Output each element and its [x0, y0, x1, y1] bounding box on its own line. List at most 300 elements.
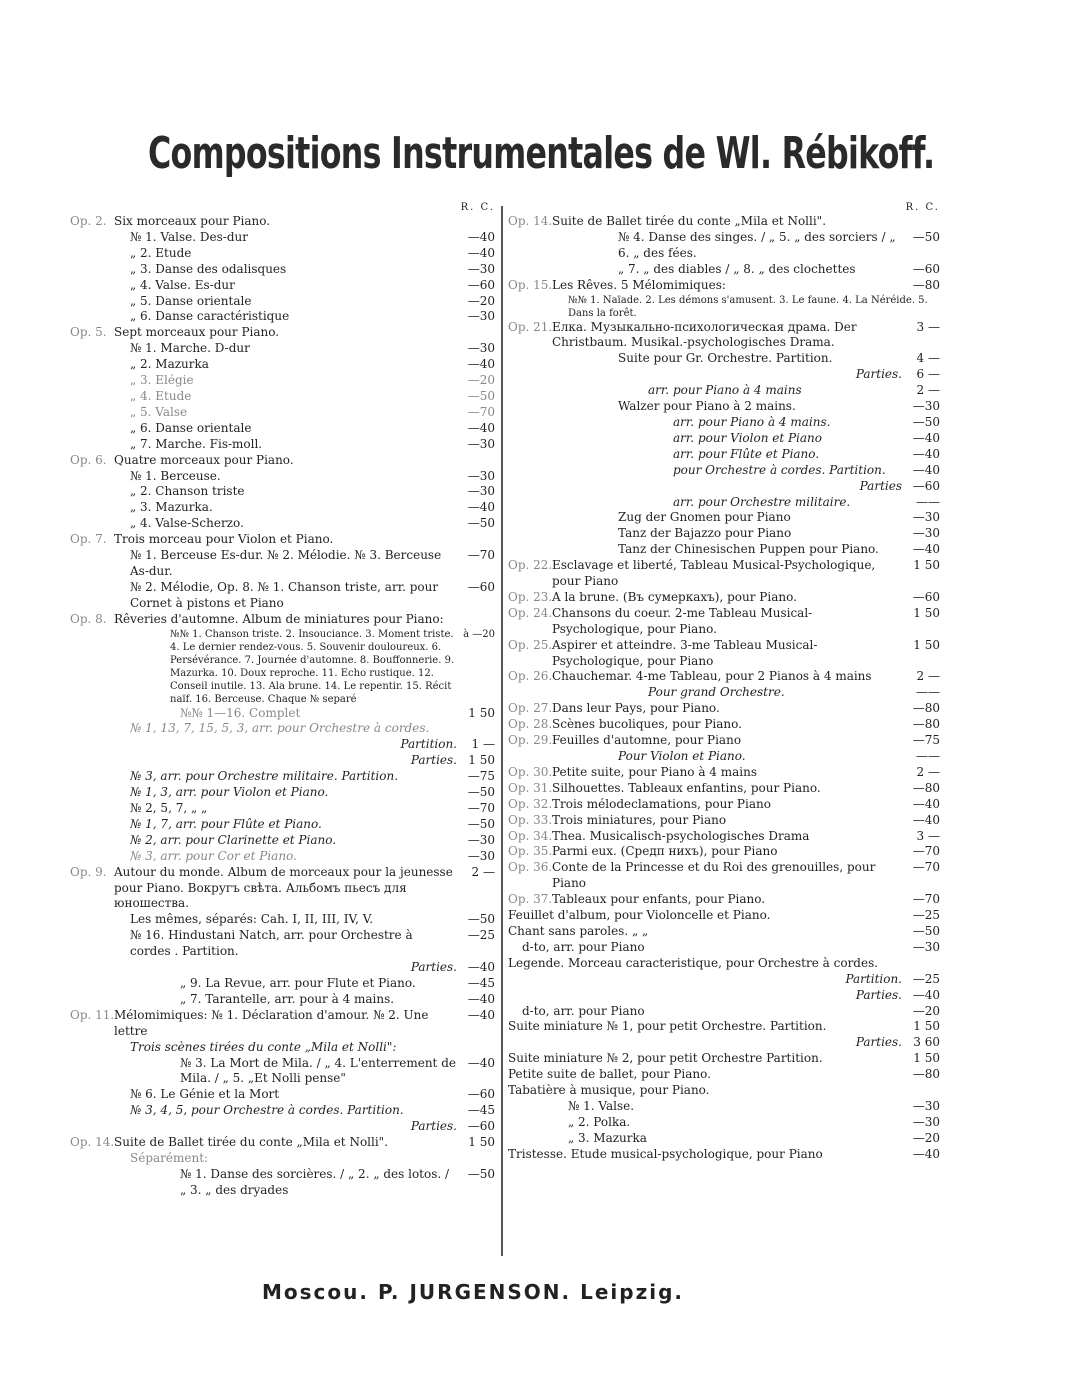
price: —40: [467, 500, 495, 515]
entry-title: Tristesse. Etude musical-psychologique, pour Piano: [508, 1146, 823, 1161]
entry-title: Trois miniatures, pour Piano: [552, 812, 727, 827]
catalog-entry: [70, 912, 495, 928]
price: 1 50: [913, 558, 940, 573]
opus-number: Op. 14.: [70, 1135, 115, 1150]
catalog-entry: [70, 992, 495, 1008]
entry-title: Partition.: [845, 971, 902, 986]
catalog-entry: [508, 542, 940, 558]
price: 4 —: [916, 351, 940, 366]
price: —30: [467, 436, 495, 451]
opus-number: Op. 24.: [508, 605, 553, 620]
price: —50: [467, 1166, 495, 1181]
catalog-entry: [70, 325, 495, 341]
catalog-entry: [508, 988, 940, 1004]
price: —40: [912, 987, 940, 1002]
entry-title: № 1, 13, 7, 15, 5, 3, arr. pour Orchestre à cordes.: [130, 721, 430, 736]
catalog-entry: [70, 753, 495, 769]
catalog-entry: [508, 749, 940, 765]
entry-title: A la brune. (Въ сумеркахъ), pour Piano.: [552, 589, 797, 604]
entry-title: № 1. Valse.: [568, 1098, 635, 1113]
catalog-entry: [70, 721, 495, 737]
entry-title: Parties.: [410, 960, 457, 975]
entry-title: № 3, arr. pour Orchestre militaire. Partition.: [130, 769, 399, 784]
entry-title: № 16. Hindustani Natch, arr. pour Orchestre à cordes . Partition.: [130, 928, 413, 959]
catalog-entry: [508, 230, 940, 262]
catalog-entry: [508, 892, 940, 908]
catalog-entry: [70, 1119, 495, 1135]
catalog-entry: [70, 309, 495, 325]
entry-title: № 1, 7, arr. pour Flûte et Piano.: [130, 816, 322, 831]
entry-title: „ 3. Danse des odalisques: [130, 261, 287, 276]
entry-title: Scènes bucoliques, pour Piano.: [552, 717, 742, 732]
catalog-entry: [508, 1131, 940, 1147]
entry-title: „ 5. Danse orientale: [130, 293, 252, 308]
price: —60: [467, 1119, 495, 1134]
catalog-entry: [70, 532, 495, 548]
entry-title: arr. pour Violon et Piano: [673, 430, 823, 445]
opus-number: Op. 6.: [70, 452, 107, 467]
price: —40: [467, 960, 495, 975]
price: 1 50: [913, 1051, 940, 1066]
entry-title: arr. pour Piano à 4 mains.: [673, 414, 831, 429]
price: —50: [912, 229, 940, 244]
entry-title: arr. pour Piano à 4 mains: [648, 383, 802, 398]
entry-title: № 6. Le Génie et la Mort: [130, 1087, 280, 1102]
catalog-entry: [508, 526, 940, 542]
price: —50: [912, 414, 940, 429]
entry-title: № 4. Danse des singes. / „ 5. „ des sorciers / „ 6. „ des fées.: [618, 229, 896, 260]
price: —70: [467, 404, 495, 419]
catalog-entry: [508, 479, 940, 495]
price: —45: [467, 1103, 495, 1118]
catalog-entry: [70, 1167, 495, 1199]
entry-title: Legende. Morceau caracteristique, pour Orchestre à cordes.: [508, 955, 879, 970]
catalog-entry: [70, 1135, 495, 1151]
price: 3 60: [913, 1035, 940, 1050]
price: —40: [912, 430, 940, 445]
entry-title: „ 3. Mazurka: [568, 1130, 647, 1145]
catalog-entry: [70, 960, 495, 976]
price: —40: [912, 796, 940, 811]
catalog-entry: [508, 1083, 940, 1099]
entry-title: №№ 1—16. Complet: [180, 705, 301, 720]
entry-title: „ 7. „ des diables / „ 8. „ des clochettes: [618, 261, 856, 276]
entry-title: № 3, arr. pour Cor et Piano.: [130, 848, 297, 863]
entry-title: „ 9. La Revue, arr. pour Flute et Piano.: [180, 975, 416, 990]
entry-title: Parmi eux. (Средп нихъ), pour Piano: [552, 844, 778, 859]
price: —70: [912, 860, 940, 875]
entry-title: Mélomimiques: № 1. Déclaration d'amour. № 2. Une lettre: [114, 1007, 429, 1038]
entry-title: Aspirer et atteindre. 3-me Tableau Musical-Psychologique, pour Piano: [552, 637, 818, 668]
catalog-entry: [70, 737, 495, 753]
catalog-entry: [508, 669, 940, 685]
catalog-entry: [70, 469, 495, 485]
entry-title: Chant sans paroles. „ „: [508, 923, 649, 938]
catalog-entry: [508, 972, 940, 988]
catalog-entry: [70, 1008, 495, 1040]
price: 2 —: [916, 764, 940, 779]
opus-number: Op. 15.: [508, 277, 553, 292]
opus-number: Op. 34.: [508, 828, 553, 843]
catalog-entry: [508, 383, 940, 399]
entry-title: Petite suite de ballet, pour Piano.: [508, 1067, 711, 1082]
entry-title: № 2. Mélodie, Op. 8. № 1. Chanson triste, arr. pour Cornet à pistons et Piano: [130, 579, 439, 610]
price: —40: [467, 229, 495, 244]
opus-number: Op. 26.: [508, 669, 553, 684]
catalog-entry: [70, 516, 495, 532]
catalog-entry: [508, 1099, 940, 1115]
price: —30: [912, 1098, 940, 1113]
entry-title: № 1. Berceuse.: [130, 468, 221, 483]
entry-title: Feuillet d'album, pour Violoncelle et Piano.: [508, 908, 771, 923]
price: ——: [916, 494, 940, 509]
entry-title: Tanz der Chinesischen Puppen pour Piano.: [618, 542, 879, 557]
price: —60: [912, 261, 940, 276]
catalog-entry: [508, 558, 940, 590]
price: —60: [467, 1087, 495, 1102]
entry-title: Six morceaux pour Piano.: [114, 214, 271, 228]
catalog-entry: [508, 415, 940, 431]
opus-number: Op. 11.: [70, 1007, 115, 1022]
entry-title: Silhouettes. Tableaux enfantins, pour Piano.: [552, 780, 821, 795]
entry-title: Trois mélodeclamations, pour Piano: [552, 796, 771, 811]
price: —20: [467, 293, 495, 308]
entry-title: № 2, 5, 7, „ „: [130, 801, 208, 815]
opus-number: Op. 29.: [508, 733, 553, 748]
entry-title: Parties.: [855, 1035, 902, 1050]
entry-title: Partition.: [400, 737, 457, 752]
catalog-entry: [70, 1103, 495, 1119]
catalog-entry: [508, 797, 940, 813]
catalog-entry: [508, 940, 940, 956]
catalog-entry: [508, 1035, 940, 1051]
price: —40: [467, 1007, 495, 1022]
catalog-entry: [70, 865, 495, 913]
price: —30: [912, 1114, 940, 1129]
catalog-entry: [508, 685, 940, 701]
catalog-entry: [70, 484, 495, 500]
opus-number: Op. 22.: [508, 558, 553, 573]
catalog-entry: [70, 1040, 495, 1056]
entry-title: Suite de Ballet tirée du conte „Mila et Nolli".: [114, 1135, 389, 1150]
price: —30: [467, 832, 495, 847]
entry-title: Trois scènes tirées du conte „Mila et Nolli":: [130, 1039, 397, 1054]
catalog-entry: [508, 829, 940, 845]
entry-title: „ 2. Polka.: [568, 1114, 631, 1129]
catalog-entry: [70, 817, 495, 833]
price: —40: [467, 245, 495, 260]
price: —30: [912, 399, 940, 414]
price: 1 50: [913, 605, 940, 620]
catalog-entry: [70, 769, 495, 785]
catalog-entry: [508, 1019, 940, 1035]
catalog-entry: [508, 765, 940, 781]
entry-title: „ 7. Marche. Fis-moll.: [130, 436, 263, 451]
entry-title: Елка. Музыкально-психологическая драма. Der Christbaum. Musikal.-psychologisches Drama.: [552, 319, 857, 350]
opus-number: Op. 2.: [70, 214, 107, 228]
catalog-entry: [508, 606, 940, 638]
price: —30: [912, 510, 940, 525]
opus-number: Op. 31.: [508, 780, 553, 795]
currency-header: R. C.: [460, 202, 495, 213]
entry-title: Parties.: [410, 753, 457, 768]
opus-number: Op. 35.: [508, 844, 553, 859]
entry-title: № 2, arr. pour Clarinette et Piano.: [130, 832, 337, 847]
catalog-entry: [70, 246, 495, 262]
price: —50: [467, 516, 495, 531]
price: —30: [467, 309, 495, 324]
catalog-entry: [508, 495, 940, 511]
entry-title: Conte de la Princesse et du Roi des grenouilles, pour Piano: [552, 860, 876, 891]
catalog-entry: [508, 1147, 940, 1163]
catalog-entry: [70, 801, 495, 817]
entry-title: №№ 1. Chanson triste. 2. Insouciance. 3. Moment triste. 4. Le dernier rendez-vous. 5. Souvenir douloureux. 6. Persévérance. 7. Journée d'automne. 8. Bouffonnerie. 9. Mazurka. 10. Doux reproche. 11. Echo rustique. 12. Conseil inutile. 13. Ala brune. 14. Le repentir. 15. Récit naïf. 16. Berceuse. Chaque № separé: [170, 628, 455, 705]
catalog-entry: [70, 453, 495, 469]
entry-title: №№ 1. Naïade. 2. Les démons s'amusent. 3. Le faune. 4. La Néréide. 5. Dans la forêt.: [568, 294, 928, 319]
entry-title: „ 4. Etude: [130, 388, 192, 403]
price: —40: [912, 542, 940, 557]
price: 1 —: [471, 737, 495, 752]
catalog-entry: [70, 278, 495, 294]
entry-title: № 3, 4, 5, pour Orchestre à cordes. Partition.: [130, 1103, 404, 1118]
price: 1 50: [468, 705, 495, 720]
opus-number: Op. 9.: [70, 864, 107, 879]
catalog-entry: [508, 1004, 940, 1020]
price: —45: [467, 975, 495, 990]
price: —80: [912, 717, 940, 732]
entry-title: Tableaux pour enfants, pour Piano.: [552, 892, 766, 907]
catalog-entry: [70, 928, 495, 960]
price: 1 50: [913, 637, 940, 652]
catalog-entry: [508, 813, 940, 829]
price: 2 —: [916, 383, 940, 398]
price: —30: [467, 261, 495, 276]
catalog-entry: [70, 628, 495, 706]
opus-number: Op. 21.: [508, 319, 553, 334]
price: —60: [912, 478, 940, 493]
entry-title: № 1. Danse des sorcières. / „ 2. „ des lotos. / „ 3. „ des dryades: [180, 1166, 450, 1197]
opus-number: Op. 23.: [508, 589, 553, 604]
price: —40: [912, 1146, 940, 1161]
entry-title: Parties.: [855, 987, 902, 1002]
entry-title: „ 2. Chanson triste: [130, 484, 245, 499]
catalog-entry: [508, 463, 940, 479]
price: —80: [912, 1067, 940, 1082]
opus-number: Op. 5.: [70, 325, 107, 340]
price: —60: [467, 277, 495, 292]
catalog-entry: [508, 1115, 940, 1131]
catalog-entry: [70, 612, 495, 628]
catalog-entry: [70, 706, 495, 722]
entry-title: Zug der Gnomen pour Piano: [618, 510, 791, 525]
entry-title: arr. pour Flûte et Piano.: [673, 446, 820, 461]
entry-title: „ 7. Tarantelle, arr. pour à 4 mains.: [180, 991, 395, 1006]
catalog-entry: [70, 262, 495, 278]
catalog-entry: [70, 1056, 495, 1088]
catalog-entry: [508, 1067, 940, 1083]
catalog-entry: [70, 785, 495, 801]
price: 1 50: [913, 1019, 940, 1034]
catalog-entry: [70, 1151, 495, 1167]
entry-title: Suite pour Gr. Orchestre. Partition.: [618, 351, 833, 366]
page-title: Compositions Instrumentales de Wl. Rébikoff.: [148, 128, 935, 179]
entry-title: Walzer pour Piano à 2 mains.: [618, 399, 796, 414]
entry-title: Quatre morceaux pour Piano.: [114, 452, 294, 467]
price: —60: [912, 589, 940, 604]
entry-title: № 3. La Mort de Mila. / „ 4. L'enterrement de Mila. / „ 5. „Et Nolli pense": [180, 1055, 456, 1086]
entry-title: Parties: [859, 478, 902, 493]
price: —75: [467, 769, 495, 784]
price: —30: [467, 341, 495, 356]
price: —40: [467, 357, 495, 372]
entry-title: Chauchemar. 4-me Tableau, pour 2 Pianos à 4 mains: [552, 669, 872, 684]
entry-title: „ 6. Danse orientale: [130, 420, 252, 435]
entry-title: „ 6. Danse caractéristique: [130, 309, 290, 324]
price: ——: [916, 685, 940, 700]
entry-title: № 1. Marche. D-dur: [130, 341, 250, 356]
catalog-entry: [508, 638, 940, 670]
catalog-entry: [508, 399, 940, 415]
entry-title: № 1. Berceuse Es-dur. № 2. Mélodie. № 3. Berceuse As-dur.: [130, 548, 442, 578]
catalog-entry: [508, 590, 940, 606]
price: —30: [467, 468, 495, 483]
price: —20: [912, 1003, 940, 1018]
catalog-entry: [508, 781, 940, 797]
opus-number: Op. 37.: [508, 892, 553, 907]
entry-title: Pour Violon et Piano.: [618, 749, 746, 763]
catalog-entry: [70, 849, 495, 865]
entry-title: „ 3. Mazurka.: [130, 500, 213, 515]
catalog-entry: [70, 421, 495, 437]
price: —40: [912, 812, 940, 827]
price: —25: [467, 928, 495, 943]
entry-title: Les Rêves. 5 Mélomimiques:: [552, 277, 726, 292]
right-column: [508, 200, 940, 1163]
catalog-entry: [70, 976, 495, 992]
catalog-entry: [508, 320, 940, 352]
entry-title: Esclavage et liberté, Tableau Musical-Psychologique, pour Piano: [552, 558, 876, 589]
entry-title: Autour du monde. Album de morceaux pour la jeunesse pour Piano. Вокругъ свѣта. Альбомъ пьесъ для юношества.: [114, 864, 453, 911]
catalog-entry: [508, 431, 940, 447]
catalog-entry: [508, 924, 940, 940]
price: à —20: [463, 628, 495, 640]
price: —40: [912, 446, 940, 461]
catalog-entry: [508, 717, 940, 733]
price: —40: [912, 462, 940, 477]
catalog-entry: [508, 278, 940, 294]
catalog-entry: [70, 230, 495, 246]
price: —50: [467, 785, 495, 800]
entry-title: Suite de Ballet tirée du conte „Mila et Nolli".: [552, 214, 827, 228]
catalog-entry: [508, 860, 940, 892]
entry-title: Pour grand Orchestre.: [648, 685, 785, 700]
price: —80: [912, 701, 940, 716]
price: 2 —: [916, 669, 940, 684]
price: —75: [912, 733, 940, 748]
price: —50: [467, 388, 495, 403]
catalog-entry: [508, 294, 940, 320]
price: —25: [912, 908, 940, 923]
catalog-entry: [70, 341, 495, 357]
column-divider: [501, 206, 503, 1256]
catalog-entry: [508, 214, 940, 230]
price: —40: [467, 420, 495, 435]
catalog-entry: [70, 1087, 495, 1103]
opus-number: Op. 36.: [508, 860, 553, 875]
catalog-entry: [508, 908, 940, 924]
price: —50: [912, 923, 940, 938]
price: —70: [467, 548, 495, 563]
price: —30: [467, 484, 495, 499]
catalog-entry: [70, 437, 495, 453]
catalog-entry: [508, 510, 940, 526]
catalog-entry: [70, 500, 495, 516]
price: —70: [467, 801, 495, 815]
price: —40: [467, 1055, 495, 1070]
opus-number: Op. 28.: [508, 717, 553, 732]
price: —50: [467, 816, 495, 831]
price: 1 50: [468, 753, 495, 768]
price: —25: [912, 971, 940, 986]
catalog-entry: [70, 405, 495, 421]
opus-number: Op. 7.: [70, 532, 107, 547]
entry-title: Chansons du coeur. 2-me Tableau Musical-Psychologique, pour Piano.: [552, 605, 813, 636]
catalog-entry: [508, 956, 940, 972]
catalog-entry: [70, 389, 495, 405]
catalog-entry: [508, 844, 940, 860]
catalog-entry: [70, 294, 495, 310]
entry-title: arr. pour Orchestre militaire.: [673, 494, 851, 509]
catalog-entry: [70, 214, 495, 230]
entry-title: Séparément:: [130, 1150, 209, 1165]
price: —20: [912, 1130, 940, 1145]
catalog-entry: [508, 1051, 940, 1067]
entry-title: Parties.: [410, 1119, 457, 1134]
currency-header: R. C.: [905, 202, 940, 213]
entry-title: Thea. Musicalisch-psychologisches Drama: [552, 828, 810, 843]
price: ——: [916, 749, 940, 763]
entry-title: № 1, 3, arr. pour Violon et Piano.: [130, 785, 329, 800]
entry-title: „ 4. Valse. Es-dur: [130, 277, 235, 292]
publisher-imprint: Moscou. P. JURGENSON. Leipzig.: [262, 1280, 684, 1304]
entry-title: Parties.: [855, 367, 902, 382]
entry-title: Trois morceau pour Violon et Piano.: [114, 532, 334, 547]
price: 3 —: [916, 319, 940, 334]
catalog-entry: [508, 447, 940, 463]
price: 6 —: [916, 367, 940, 382]
opus-number: Op. 33.: [508, 812, 553, 827]
left-column: [70, 200, 495, 1199]
opus-number: Op. 25.: [508, 637, 553, 652]
entry-title: Sept morceaux pour Piano.: [114, 325, 280, 340]
entry-title: Les mêmes, séparés: Cah. I, II, III, IV, V.: [130, 912, 374, 927]
price: —30: [912, 939, 940, 954]
price: —60: [467, 579, 495, 594]
catalog-entry: [70, 833, 495, 849]
entry-title: d-to, arr. pour Piano: [522, 1003, 645, 1018]
price: —30: [912, 526, 940, 541]
entry-title: Dans leur Pays, pour Piano.: [552, 701, 720, 716]
catalog-entry: [70, 548, 495, 580]
catalog-entry: [70, 373, 495, 389]
opus-number: Op. 14.: [508, 214, 553, 228]
entry-title: „ 4. Valse-Scherzo.: [130, 516, 244, 531]
entry-title: pour Orchestre à cordes. Partition.: [673, 462, 886, 477]
catalog-entry: [508, 262, 940, 278]
entry-title: Tabatière à musique, pour Piano.: [508, 1083, 710, 1098]
entry-title: Petite suite, pour Piano à 4 mains: [552, 764, 758, 779]
price: 3 —: [916, 828, 940, 843]
